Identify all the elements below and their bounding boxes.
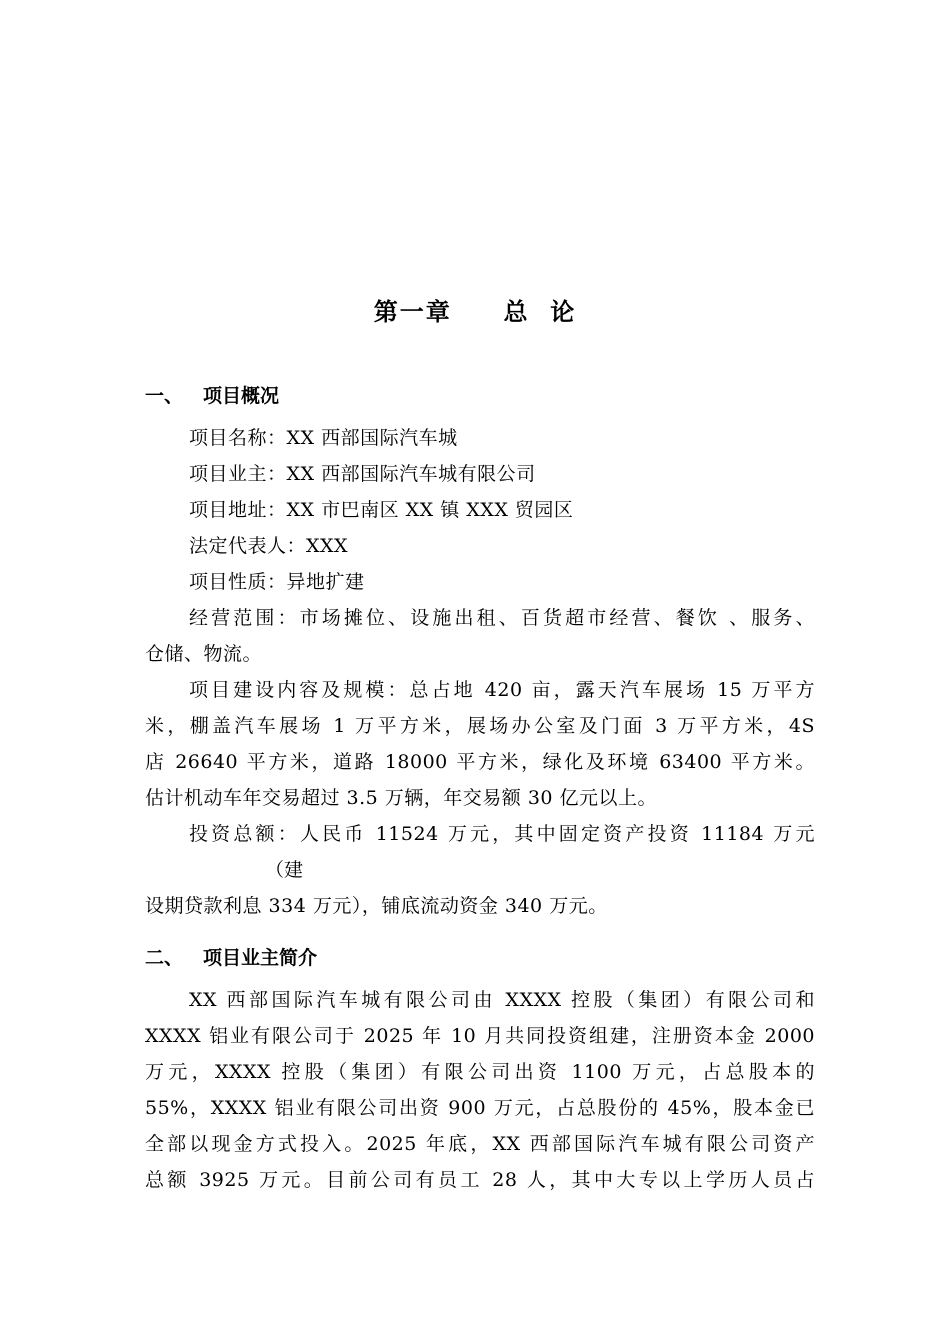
project-address-line: 项目地址：XX 市巴南区 XX 镇 XXX 贸园区 [189, 499, 574, 521]
construction-scale-line: 估计机动车年交易超过 3.5 万辆，年交易额 30 亿元以上。 [145, 787, 658, 809]
business-scope-line: 仓储、物流。 [145, 643, 263, 665]
construction-scale-line: 店 26640 平方米，道路 18000 平方米，绿化及环境 63400 平方米。 [145, 751, 815, 773]
project-nature-line: 项目性质：异地扩建 [189, 571, 365, 593]
chapter-title: 第一章 总 论 [373, 298, 577, 326]
section-number: 二、 [145, 947, 184, 969]
total-investment-line: （建 [265, 859, 304, 881]
owner-intro-line: XXXX 铝业有限公司于 2025 年 10 月共同投资组建，注册资本金 2000 [145, 1025, 815, 1047]
total-investment-line: 投资总额：人民币 11524 万元，其中固定资产投资 11184 万元 [189, 823, 815, 845]
owner-intro-line: 万元，XXXX 控股（集团）有限公司出资 1100 万元，占总股本的 [145, 1061, 815, 1083]
section-title: 项目业主简介 [203, 947, 318, 969]
owner-intro-line: 全部以现金方式投入。2025 年底，XX 西部国际汽车城有限公司资产 [145, 1133, 815, 1155]
owner-intro-line: 总额 3925 万元。目前公司有员工 28 人，其中大专以上学历人员占 [145, 1169, 815, 1191]
section-heading-owner-intro [145, 946, 815, 970]
section-title: 项目概况 [203, 385, 280, 407]
section-spacer [145, 924, 815, 946]
construction-scale-line: 米，棚盖汽车展场 1 万平方米，展场办公室及门面 3 万平方米，4S [145, 715, 815, 737]
owner-intro-line: XX 西部国际汽车城有限公司由 XXXX 控股（集团）有限公司和 [189, 989, 815, 1011]
legal-representative-line: 法定代表人：XXX [189, 535, 349, 557]
total-investment-line: 设期贷款利息 334 万元），铺底流动资金 340 万元。 [145, 895, 608, 917]
business-scope-line: 经营范围：市场摊位、设施出租、百货超市经营、餐饮 、服务、 [189, 607, 815, 629]
project-name-line: 项目名称：XX 西部国际汽车城 [189, 427, 458, 449]
document-body [145, 384, 815, 1198]
section-heading-overview [145, 384, 815, 408]
construction-scale-line: 项目建设内容及规模：总占地 420 亩，露天汽车展场 15 万平方 [189, 679, 815, 701]
owner-intro-line: 55%，XXXX 铝业有限公司出资 900 万元，占总股份的 45%，股本金已 [145, 1097, 815, 1119]
project-owner-line: 项目业主：XX 西部国际汽车城有限公司 [189, 463, 536, 485]
section-number: 一、 [145, 385, 184, 407]
